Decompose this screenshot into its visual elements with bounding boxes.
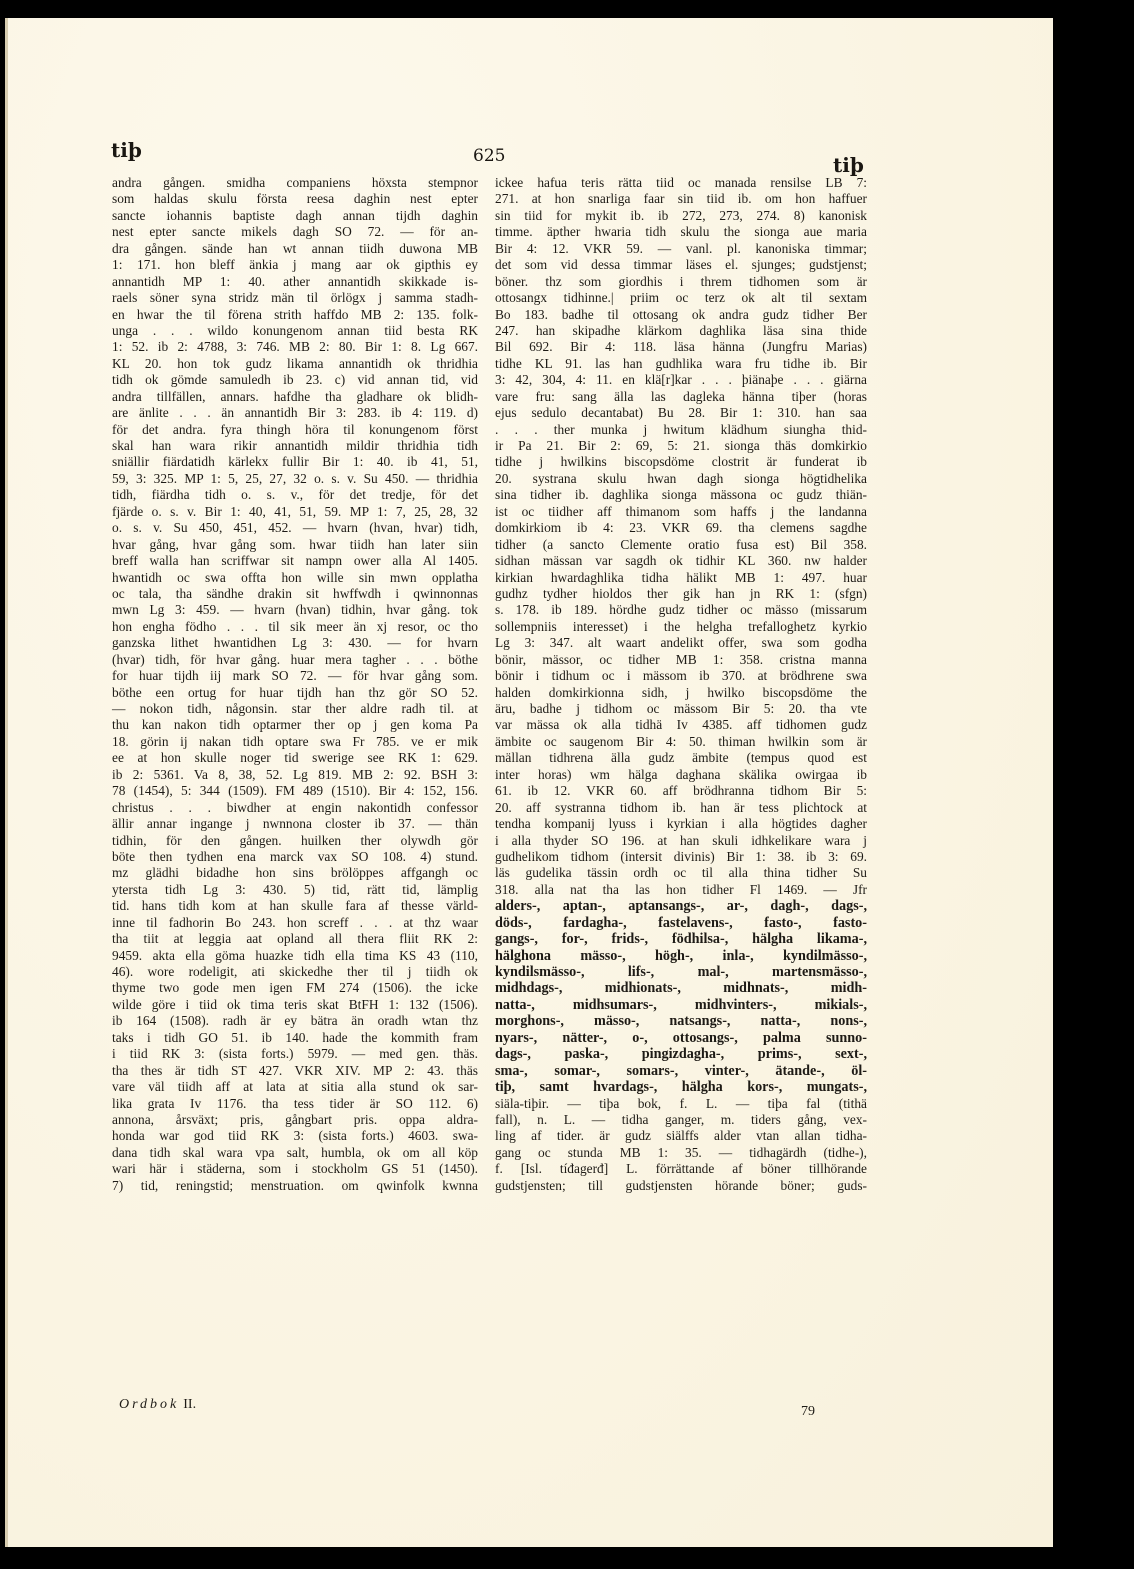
text-line: döds-, fardagha-, fastelavens-, fasto-, fasto- bbox=[495, 914, 867, 931]
page-edge bbox=[5, 18, 8, 1547]
text-line: i tiid RK 3: (sista forts.) 5979. — med gen. thäs. bbox=[112, 1046, 478, 1062]
text-line: sidhan mässan var sagdh ok tidhir KL 360. nw halder bbox=[495, 553, 867, 569]
running-head-right: tiþ bbox=[833, 153, 864, 177]
text-line: 9459. akta ella göma huazke tidh ella tima KS 43 (110, bbox=[112, 947, 478, 963]
text-line: — nokon tidh, någonsin. star ther aldre radh til. at bbox=[112, 701, 478, 716]
right-column bbox=[495, 175, 867, 1194]
text-line: o. s. v. Su 450, 451, 452. — hvarn (hvan, hvar) tidh, bbox=[112, 520, 478, 536]
text-line: christus . . . biwdher at engin nakontidh confessor bbox=[112, 799, 478, 815]
text-line: gudstjensten; till gudstjensten hörande böner; guds- bbox=[495, 1177, 867, 1193]
text-line: bönir i tidhum oc i mässom ib 370. at brödhrene swa bbox=[495, 668, 867, 684]
text-line: unga . . . wildo konungenom annan tiid besta RK bbox=[112, 322, 478, 338]
text-line: läs gudelika tässin ordh oc til alla thina tidher Su bbox=[495, 865, 867, 881]
text-line: som haldas skulu första reesa daghin nest epter bbox=[112, 191, 478, 207]
text-line: vare fru: sang älla las dagleka hänna tiþer (horas bbox=[495, 388, 867, 404]
text-line: tidh ok gömde samuledh ib 23. c) vid annan tid, vid bbox=[112, 372, 478, 388]
text-line: böthe een ortug for huar tijdh han thz gör SO 52. bbox=[112, 684, 478, 700]
text-line: tidhe KL 91. las han gudhlika wara fru tidhe ib. Bir bbox=[495, 355, 867, 371]
text-line: ib 164 (1508). radh är ey bätra än oradh wtan thz bbox=[112, 1013, 478, 1029]
text-line: andra gången. smidha companiens höxsta stempnor bbox=[112, 175, 478, 190]
text-line: vare väl tiidh aff at lata at sitia alla stund ok sar- bbox=[112, 1079, 478, 1095]
text-line: kirkian hwardaghlika tidha hälikt MB 1: 497. huar bbox=[495, 569, 867, 585]
text-line: 20. systrana skulu hwan dagh sionga högtidhelika bbox=[495, 470, 867, 486]
text-line: dags-, paska-, pingizdagha-, prims-, sext-, bbox=[495, 1046, 867, 1063]
text-line: 61. ib 12. VKR 60. aff brödhranna tidhom Bir 5: bbox=[495, 783, 867, 799]
text-line: 46). wore rodeligit, ati skickedhe ther til j tiidh ok bbox=[112, 964, 478, 979]
text-line: en hwar the til förena strith haffdo MB 2: 135. folk- bbox=[112, 306, 478, 322]
text-line: kyndilsmässo-, lifs-, mal-, martensmässo-, bbox=[495, 964, 867, 980]
text-line: midhdags-, midhionats-, midhnats-, midh- bbox=[495, 980, 867, 997]
text-line: för det andra. fyra thingh höra til konungenom först bbox=[112, 421, 478, 437]
text-line: honda war god tiid RK 3: (sista forts.) 4603. swa- bbox=[112, 1128, 478, 1144]
text-line: tendha kompanij lyuss i kyrkian i alla högtides dagher bbox=[495, 816, 867, 832]
signature-title: Ordbok bbox=[119, 1397, 180, 1412]
text-line: Bir 4: 12. VKR 59. — vanl. pl. kanoniska timmar; bbox=[495, 240, 867, 256]
text-line: wari här i städerna, som i stockholm GS 51 (1450). bbox=[112, 1161, 478, 1177]
text-line: raels söner syna stridz män til örlögx j samma stadh- bbox=[112, 290, 478, 306]
text-line: hälghona mässo-, högh-, inla-, kyndilmässo-, bbox=[495, 947, 867, 964]
text-line: lika grata Iv 1176. tha tess tider är SO 112. 6) bbox=[112, 1095, 478, 1111]
text-line: mwn Lg 3: 459. — hvarn (hvan) tidhin, hvar gång. tok bbox=[112, 602, 478, 618]
text-line: 271. at hon snarliga faar sin tiid ib. om hon haffuer bbox=[495, 191, 867, 207]
text-line: are änlite . . . än annantidh Bir 3: 283. ib 4: 119. d) bbox=[112, 405, 478, 421]
text-line: thyme two gode men igen FM 274 (1506). the icke bbox=[112, 980, 478, 996]
text-line: böte then tydhen ena marck vax SO 108. 4) stund. bbox=[112, 848, 478, 864]
text-line: s. 178. ib 189. hördhe gudz tidher oc mässo (missarum bbox=[495, 602, 867, 618]
text-line: böner. thz som giordhis i threm tidhomen som är bbox=[495, 273, 867, 289]
text-line: Lg 3: 347. alt waart andelikt offer, swa som godha bbox=[495, 635, 867, 651]
text-line: natta-, midhsumars-, midhvinters-, mikials-, bbox=[495, 996, 867, 1013]
text-line: . . . ther munka j hwitum klädhum siungha thid- bbox=[495, 421, 867, 437]
text-line: tid. hans tidh kom at han skulle fara af thesse värld- bbox=[112, 898, 478, 914]
text-line: dana tidh skal wara vpa salt, humbla, ok om all köp bbox=[112, 1144, 478, 1160]
text-line: ist oc tiidher aff thimanom som haffs j the landanna bbox=[495, 503, 867, 519]
text-line: ejus sedulo decantabat) Bu 28. Bir 1: 310. han saa bbox=[495, 405, 867, 421]
text-line: Bil 692. Bir 4: 118. läsa hänna (Jungfru Marias) bbox=[495, 339, 867, 355]
text-line: gang oc stunda MB 1: 35. — tidhagärdh (tidhe-), bbox=[495, 1144, 867, 1160]
text-line: ytersta tidh Lg 3: 430. 5) tid, rätt tid, lämplig bbox=[112, 881, 478, 897]
text-line: annona, årsväxt; pris, gångbart pris. oppa aldra- bbox=[112, 1111, 478, 1127]
text-line: gudhz tydher hioldos ther gik han jn RK 1: (sfgn) bbox=[495, 585, 867, 601]
text-line: sancte iohannis baptiste dagh annan tijdh daghin bbox=[112, 207, 478, 223]
text-line: f. [Isl. tíđagerđ] L. förrättande af böner tillhörande bbox=[495, 1161, 867, 1177]
text-line: ib 2: 5361. Va 8, 38, 52. Lg 819. MB 2: 92. BSH 3: bbox=[112, 766, 478, 782]
text-line: ling af tider. är gudz siälffs alder vtan allan tidha- bbox=[495, 1128, 867, 1144]
footer-signature bbox=[119, 1397, 196, 1413]
text-line: ee at hon skulle noger tid swerige see RK 1: 629. bbox=[112, 750, 478, 766]
text-line: mällan tidhrena älla gudz ämbite (tempus quod est bbox=[495, 750, 867, 766]
text-line: gudhelikom tidhom (intersit divinis) Bir 1: 38. ib 3: 69. bbox=[495, 848, 867, 864]
text-line: oc tala, tha sändhe drakin sit hwffwdh i qwinnonnas bbox=[112, 585, 478, 601]
text-line: 59, 3: 325. MP 1: 5, 25, 27, 32 o. s. v. Su 450. — thridhia bbox=[112, 470, 478, 486]
text-line: alders-, aptan-, aptansangs-, ar-, dagh-, dags-, bbox=[495, 898, 867, 915]
text-line: sniällir fiärdatidh kärlekx fullir Bir 1: 40. ib 41, 51, bbox=[112, 454, 478, 470]
text-line: skal han wara rikir annantidh mildir thridhia tidh bbox=[112, 438, 478, 453]
text-line: halden domkirkionna sidh, j hwilko biscopsdöme the bbox=[495, 684, 867, 700]
text-line: 1: 171. hon bleff änkia j mang aar ok gipthis ey bbox=[112, 257, 478, 273]
text-line: sina tidher ib. daghlika sionga mässona oc gudz thiän- bbox=[495, 487, 867, 503]
signature-volume: II. bbox=[183, 1397, 197, 1412]
text-line: tidher (a sancto Clemente oratio fusa est) Bil 358. bbox=[495, 536, 867, 552]
text-line: hvar gång, hvar gång som. hwar tiidh han later siin bbox=[112, 536, 478, 552]
text-line: tiþ, samt hvardags-, hälgha kors-, mungats-, bbox=[495, 1079, 867, 1096]
dictionary-page bbox=[5, 18, 1053, 1547]
text-line: tidhe j hwilkins biscopsdöme clostrit är funderat ib bbox=[495, 454, 867, 470]
text-line: sollempniis interesset) i the helgha trefalloghetz kyrkio bbox=[495, 618, 867, 634]
text-line: 318. alla nat tha las hon tidher Fl 1469. — Jfr bbox=[495, 881, 867, 897]
text-line: siäla-tiþir. — tiþa bok, f. L. — tiþa fal (tithä bbox=[495, 1095, 867, 1111]
text-line: thu kan nakon tidh optarmer ther op j gen koma Pa bbox=[112, 717, 478, 733]
text-line: 78 (1454), 5: 344 (1509). FM 489 (1510). Bir 4: 152, 156. bbox=[112, 783, 478, 799]
text-line: ämbite oc saugenom Bir 4: 50. thiman hwilkin som är bbox=[495, 733, 867, 749]
text-line: inne til fadhorin Bo 243. hon screff . . . at thz waar bbox=[112, 914, 478, 930]
text-line: hon engha födho . . . til sik meer än xj resor, oc tho bbox=[112, 618, 478, 634]
text-line: 3: 42, 304, 4: 11. en klä[r]kar . . . þiänaþe . . . giärna bbox=[495, 372, 867, 388]
text-line: 20. aff systranna tidhom ib. han är tess plichtock at bbox=[495, 799, 867, 815]
text-line: ottosangx tidhinne.| priim oc terz ok alt til sextam bbox=[495, 290, 867, 306]
text-line: dra gången. sände han wt annan tiidh duwona MB bbox=[112, 240, 478, 256]
text-line: i alla thyder SO 196. at han skuli idhkelikare wara j bbox=[495, 832, 867, 848]
text-line: mz glädhi bidadhe hon sins brölöppes affgangh oc bbox=[112, 865, 478, 881]
text-line: nyars-, nätter-, o-, ottosangs-, palma sunno- bbox=[495, 1029, 867, 1046]
text-line: timme. äpther hwaria tidh skulu the sionga aue maria bbox=[495, 224, 867, 240]
text-line: äru, badhe j tidhom oc mässom Bir 5: 20. tha vte bbox=[495, 701, 867, 716]
text-line: tidh, fiärdha tidh o. s. v., för det tredje, för det bbox=[112, 487, 478, 503]
page-number: 625 bbox=[473, 146, 506, 166]
text-line: ickee hafua teris rätta tiid oc manada rensilse LB 7: bbox=[495, 175, 867, 190]
text-line: Bo 183. badhe til ottosang ok andra gudz tidher Ber bbox=[495, 306, 867, 322]
text-line: var mässa ok alla tidhä Iv 4385. aff tidhomen gudz bbox=[495, 717, 867, 733]
text-line: ganzska lithet hwantidhen Lg 3: 430. — for hvarn bbox=[112, 635, 478, 651]
text-line: annantidh MP 1: 40. ather annantidh skikkade is- bbox=[112, 273, 478, 289]
text-line: (hvar) tidh, för hvar gång. huar mera tagher . . . böthe bbox=[112, 651, 478, 667]
text-line: ir Pa 21. Bir 2: 69, 5: 21. sionga thäs domkirkio bbox=[495, 438, 867, 453]
text-line: andra tillfällen, annars. hafdhe tha gladhare ok blidh- bbox=[112, 388, 478, 404]
text-line: taks i tidh GO 51. ib 140. hade the kommith fram bbox=[112, 1029, 478, 1045]
text-line: sma-, somar-, somars-, vinter-, ätande-, öl- bbox=[495, 1062, 867, 1079]
sheet-number: 79 bbox=[801, 1404, 815, 1419]
text-line: domkirkiom ib 4: 23. VKR 69. tha clemens sagdhe bbox=[495, 520, 867, 536]
text-line: wilde göre i tiid ok tima teris skat BtFH 1: 132 (1506). bbox=[112, 996, 478, 1012]
text-line: fall), n. L. — tidha ganger, m. tiders gång, vex- bbox=[495, 1111, 867, 1127]
text-line: for huar tijdh iij mark SO 72. — för hvar gång som. bbox=[112, 668, 478, 684]
text-line: morghons-, mässo-, natsangs-, natta-, nons-, bbox=[495, 1013, 867, 1030]
text-line: fjärde o. s. v. Bir 1: 40, 41, 51, 59. MP 1: 7, 25, 28, 32 bbox=[112, 503, 478, 519]
text-line: gangs-, for-, frids-, födhilsa-, hälgha likama-, bbox=[495, 931, 867, 948]
left-column bbox=[112, 175, 478, 1194]
text-line: 7) tid, reningstid; menstruation. om qwinfolk kwnna bbox=[112, 1177, 478, 1193]
running-head-left: tiþ bbox=[111, 138, 142, 162]
text-line: nest epter sancte mikels dagh SO 72. — för an- bbox=[112, 224, 478, 240]
text-line: KL 20. hon tok gudz likama annantidh ok thridhia bbox=[112, 355, 478, 371]
text-line: sin tiid for mykit ib. ib 272, 273, 274. 8) kanonisk bbox=[495, 207, 867, 223]
text-line: bönir, mässor, oc tidher MB 1: 358. cristna manna bbox=[495, 651, 867, 667]
text-line: det som vid dessa timmar läses el. sjunges; gudstjenst; bbox=[495, 257, 867, 273]
text-line: 247. han skipadhe klärkom daghlika läsa sina thide bbox=[495, 322, 867, 338]
text-line: ällir annar ingange j nwnnona closter ib 37. — thän bbox=[112, 816, 478, 832]
text-line: hwantidh oc swa offta hon wille sin mwn opplatha bbox=[112, 569, 478, 585]
text-line: tidhin, för den gången. huilken ther olywdh gör bbox=[112, 832, 478, 848]
text-line: tha thes är tidh ST 427. VKR XIV. MP 2: 43. thäs bbox=[112, 1062, 478, 1078]
text-line: inter horas) wm hälga daghana skälika owirgaa ib bbox=[495, 766, 867, 782]
text-line: breff walla han scriffwar sit nampn ower alla Al 1405. bbox=[112, 553, 478, 569]
text-line: tha tiit at leggia aat opland all thera fliit RK 2: bbox=[112, 931, 478, 947]
text-line: 1: 52. ib 2: 4788, 3: 746. MB 2: 80. Bir 1: 8. Lg 667. bbox=[112, 339, 478, 355]
text-line: 18. görin ij nakan tidh optare swa Fr 785. ve er mik bbox=[112, 733, 478, 749]
